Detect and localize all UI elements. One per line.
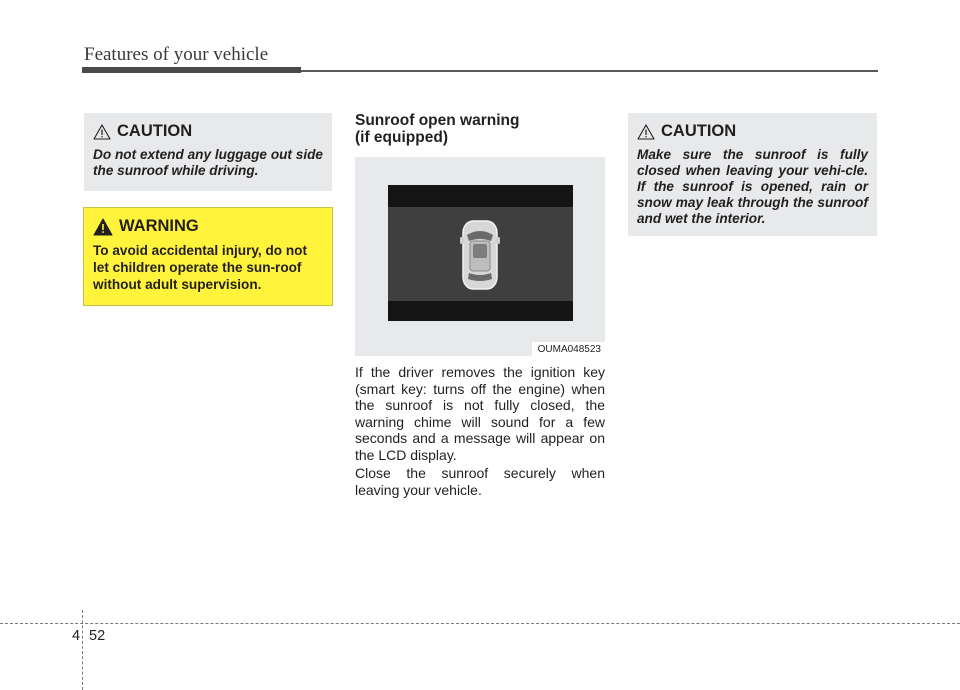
warning-label: WARNING: [119, 217, 199, 235]
section-title: [355, 112, 605, 146]
body-paragraph-2: Close the sunroof securely when leaving your vehicle.: [355, 465, 605, 498]
warning-header: [93, 217, 323, 236]
lcd-figure: [355, 157, 605, 356]
caution-triangle-icon: [637, 124, 655, 140]
caution-label-right: CAUTION: [661, 122, 737, 140]
header-bar-accent: [82, 67, 301, 73]
section-title-line1: Sunroof open warning: [355, 112, 520, 129]
body-paragraph-1: If the driver removes the ignition key (smart key: turns off the engine) when the sunroof is not fully closed, the warning chime will sound for a few seconds and a message will appear on the LCD display.: [355, 364, 605, 463]
warning-triangle-icon: [93, 218, 113, 236]
footer-divider: [82, 610, 83, 690]
warning-box-children: [83, 207, 333, 306]
header-rule: [301, 70, 878, 72]
caution-triangle-icon: [93, 124, 111, 140]
page-number: 52: [89, 628, 106, 644]
caution-text: Do not extend any luggage out side the sunroof while driving.: [93, 147, 323, 178]
caution-header-right: [637, 122, 868, 141]
lcd-screen: [388, 207, 573, 301]
chapter-number: 4: [72, 628, 81, 644]
car-top-view-icon: [460, 219, 500, 291]
section-title-line2: (if equipped): [355, 129, 448, 146]
lcd-display: [388, 185, 573, 321]
caution-text-right: Make sure the sunroof is fully closed when leaving your vehi-cle. If the sunroof is opened, rain or snow may leak through the sunroof and wet the interior.: [637, 147, 868, 226]
page-header-title: Features of your vehicle: [84, 44, 269, 65]
caution-box-closed: [628, 113, 877, 236]
figure-code: OUMA048523: [532, 342, 605, 356]
caution-box-luggage: [84, 113, 332, 191]
caution-label: CAUTION: [117, 122, 193, 140]
warning-text: To avoid accidental injury, do not let children operate the sun-roof without adult supervision.: [93, 243, 307, 292]
caution-header: [93, 122, 323, 141]
footer-rule: [0, 623, 960, 624]
